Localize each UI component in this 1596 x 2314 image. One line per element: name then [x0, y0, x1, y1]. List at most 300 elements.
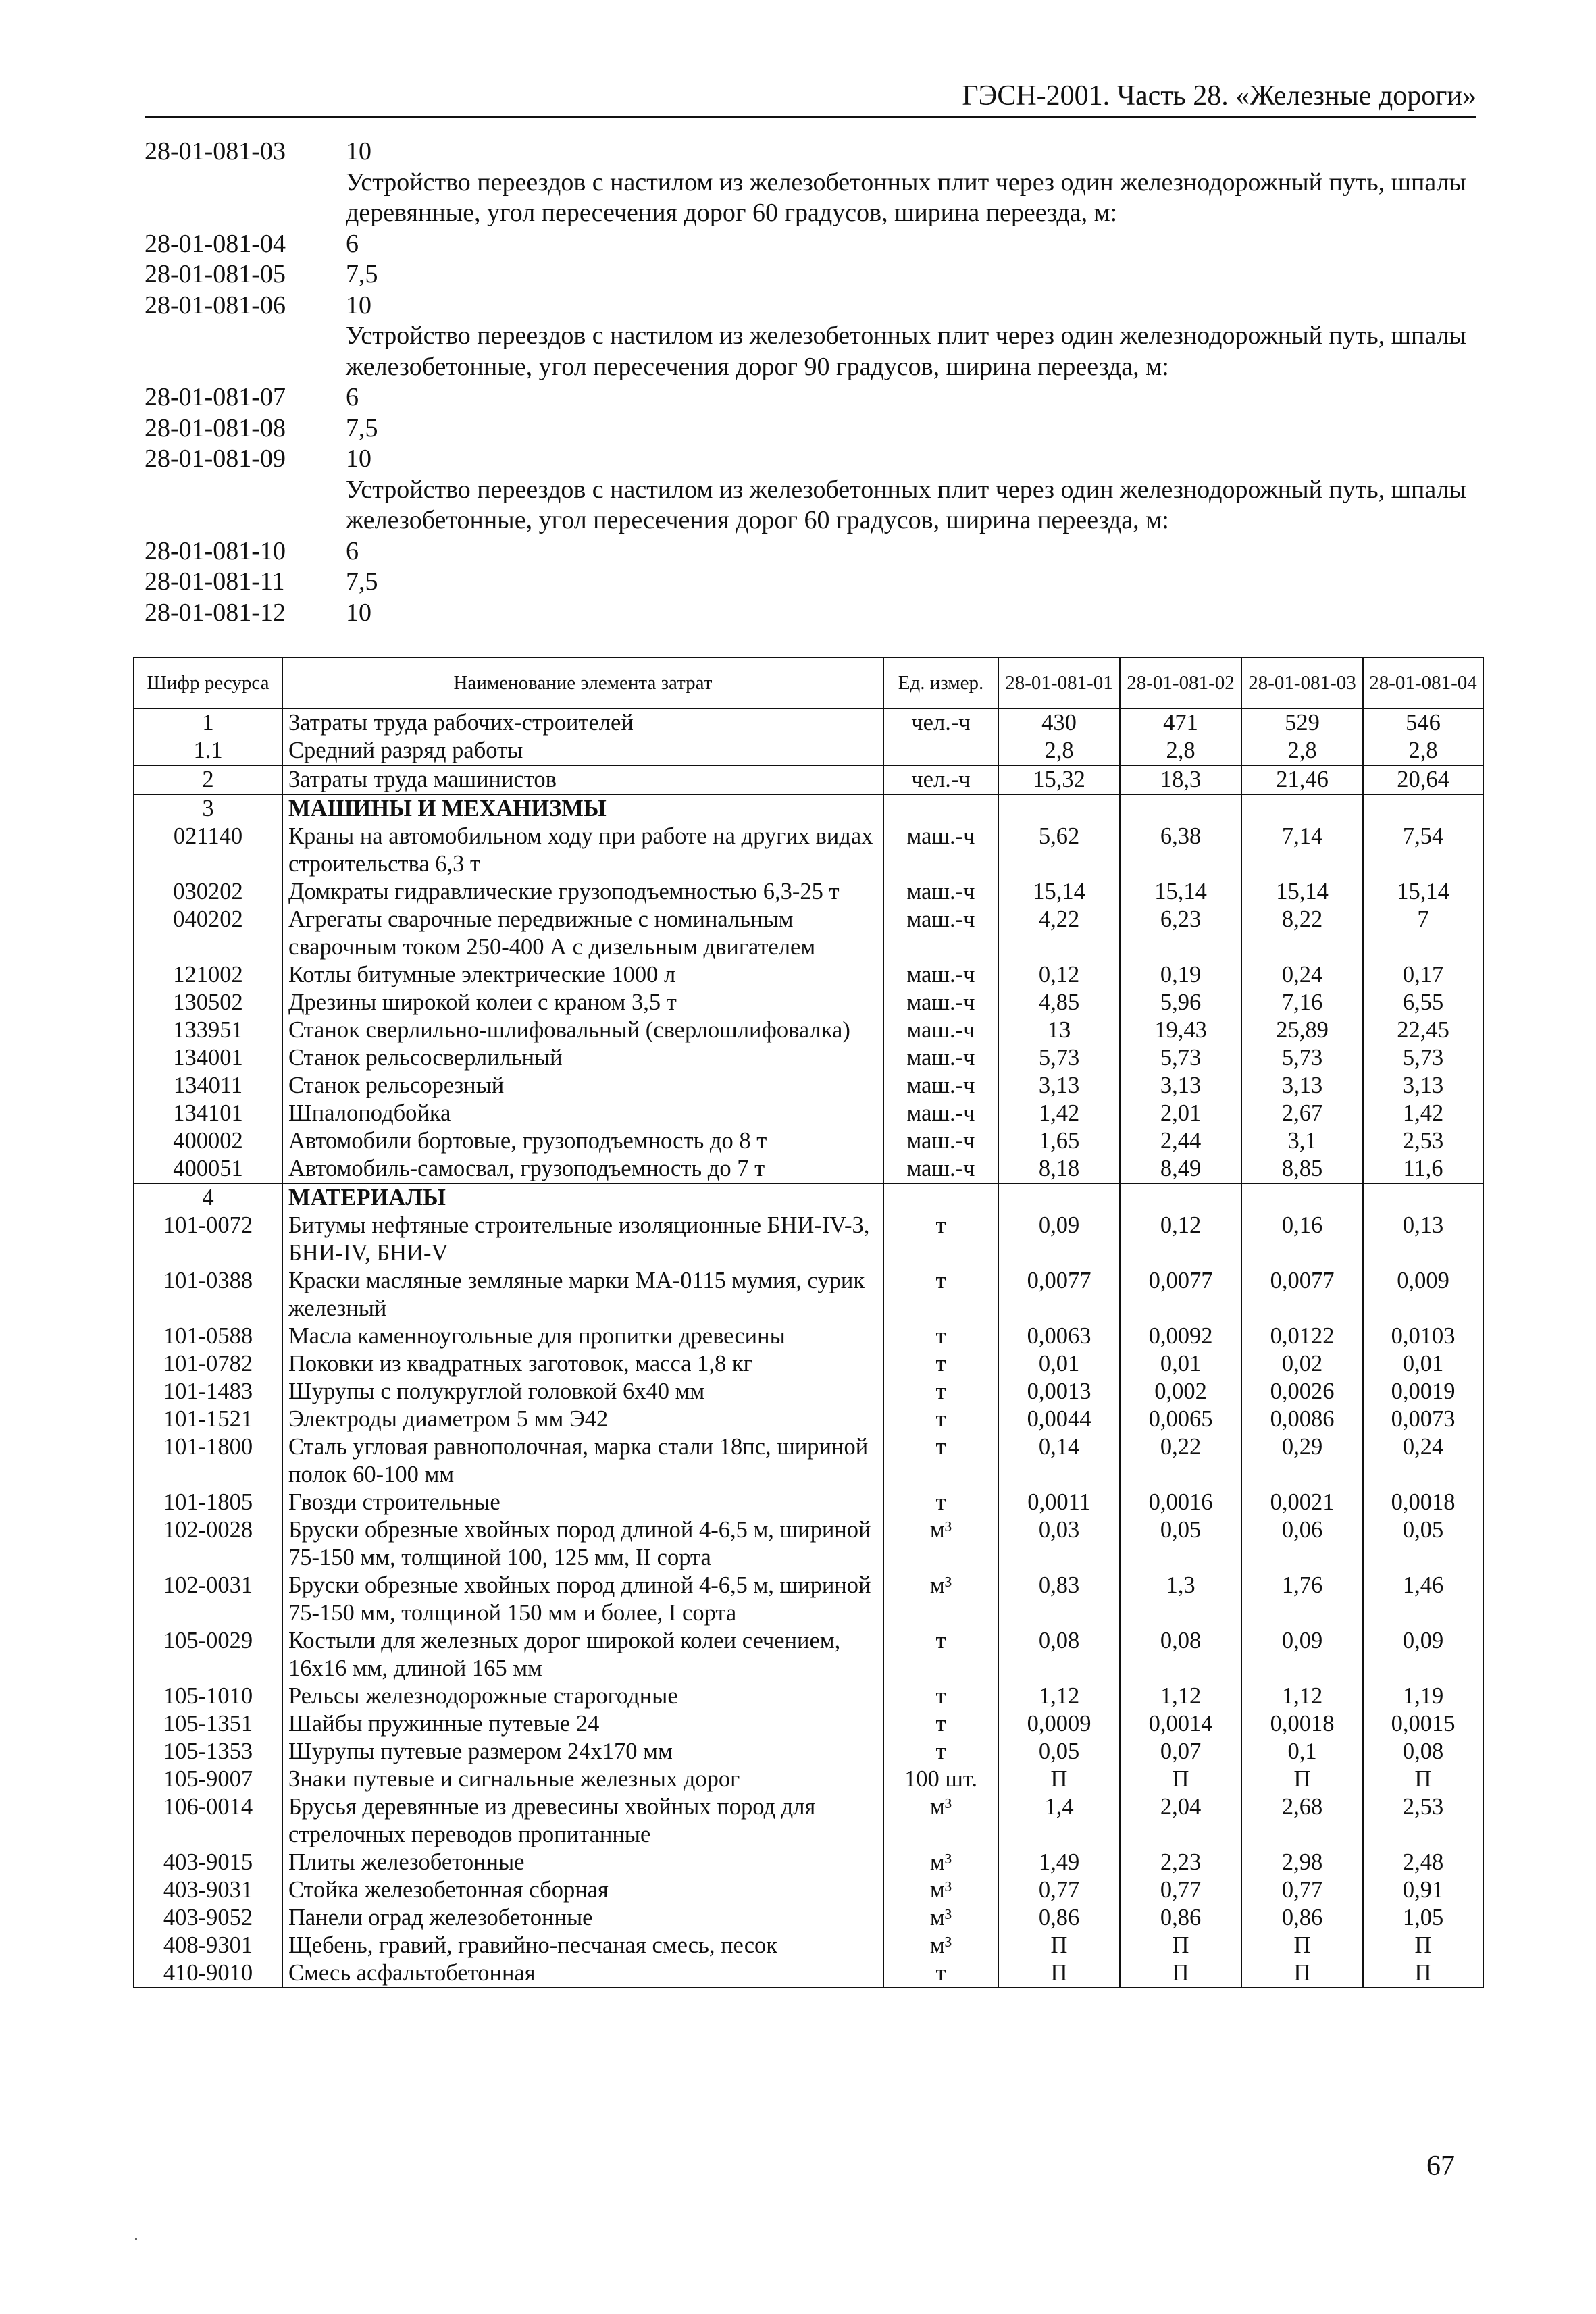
cell-name: Знаки путевые и сигнальные железных дорог: [282, 1766, 883, 1793]
table-row: [134, 794, 1483, 823]
cell-value: 18,3: [1120, 765, 1241, 794]
intro-row: [145, 136, 1476, 168]
cell-value: 0,86: [1241, 1904, 1363, 1932]
cell-value: 2,68: [1241, 1793, 1363, 1849]
cell-code: 105-1351: [134, 1710, 282, 1738]
cell-unit: м³: [883, 1572, 998, 1627]
intro-value: 10: [346, 290, 371, 319]
cell-value: 0,02: [1241, 1350, 1363, 1378]
cell-value: 0,01: [1363, 1350, 1483, 1378]
intro-row: [145, 413, 1476, 444]
cell-code: 134011: [134, 1072, 282, 1100]
cell-value: 0,0065: [1120, 1406, 1241, 1433]
intro-value: 7,5: [346, 413, 378, 442]
cell-value: 0,09: [998, 1212, 1120, 1267]
cell-value: 0,002: [1120, 1378, 1241, 1406]
cell-value: 0,0009: [998, 1710, 1120, 1738]
intro-description: Устройство переездов с настилом из железобетонных плит через один железнодорожный путь, шпалы железобетонные, угол пересечения дорог 90 градусов, ширина переезда, м:: [346, 322, 1467, 381]
cell-value: 8,85: [1241, 1155, 1363, 1183]
intro-code: 28-01-081-08: [145, 413, 286, 442]
cell-name: Электроды диаметром 5 мм Э42: [282, 1406, 883, 1433]
cell-code: 021140: [134, 823, 282, 878]
cell-value: 529: [1241, 709, 1363, 737]
cell-unit: м³: [883, 1876, 998, 1904]
cell-value: [1241, 1183, 1363, 1212]
cell-unit: [883, 737, 998, 765]
cell-name: Котлы битумные электрические 1000 л: [282, 961, 883, 989]
cell-value: П: [1120, 1766, 1241, 1793]
cell-value: 0,09: [1363, 1627, 1483, 1682]
cell-value: 21,46: [1241, 765, 1363, 794]
cell-value: 1,4: [998, 1793, 1120, 1849]
cell-value: 1,46: [1363, 1572, 1483, 1627]
cell-value: 2,53: [1363, 1793, 1483, 1849]
cell-value: 2,04: [1120, 1793, 1241, 1849]
cell-value: 15,14: [1241, 878, 1363, 906]
cell-code: 403-9031: [134, 1876, 282, 1904]
cell-value: П: [1363, 1959, 1483, 1988]
cell-value: 0,0103: [1363, 1322, 1483, 1350]
header-name: Наименование элемента затрат: [282, 657, 883, 709]
cell-name: Плиты железобетонные: [282, 1849, 883, 1876]
cell-value: [998, 794, 1120, 823]
table-row: [134, 1017, 1483, 1044]
cell-value: 15,32: [998, 765, 1120, 794]
intro-code: 28-01-081-03: [145, 137, 286, 165]
cell-value: П: [1120, 1959, 1241, 1988]
cell-unit: т: [883, 1627, 998, 1682]
cell-unit: маш.-ч: [883, 1017, 998, 1044]
cell-unit: т: [883, 1350, 998, 1378]
cell-value: 15,14: [1363, 878, 1483, 906]
cell-unit: маш.-ч: [883, 906, 998, 961]
cell-value: 3,13: [998, 1072, 1120, 1100]
cell-value: 0,06: [1241, 1516, 1363, 1572]
cell-unit: т: [883, 1378, 998, 1406]
cell-value: 0,83: [998, 1572, 1120, 1627]
cell-code: 105-1010: [134, 1682, 282, 1710]
cell-value: 4,85: [998, 989, 1120, 1017]
cell-name: МАШИНЫ И МЕХАНИЗМЫ: [282, 794, 883, 823]
cell-unit: чел.-ч: [883, 765, 998, 794]
cell-value: П: [1241, 1766, 1363, 1793]
cell-value: 0,1: [1241, 1738, 1363, 1766]
cell-value: [1241, 794, 1363, 823]
cell-value: П: [1241, 1932, 1363, 1959]
header-unit: Ед. измер.: [883, 657, 998, 709]
cell-value: 0,05: [1120, 1516, 1241, 1572]
intro-code: 28-01-081-05: [145, 260, 286, 288]
cell-value: 4,22: [998, 906, 1120, 961]
cell-value: 0,08: [1363, 1738, 1483, 1766]
cell-code: 101-1521: [134, 1406, 282, 1433]
cell-name: Станок рельсорезный: [282, 1072, 883, 1100]
cell-name: Костыли для железных дорог широкой колеи сечением, 16х16 мм, длиной 165 мм: [282, 1627, 883, 1682]
cell-code: 2: [134, 765, 282, 794]
cell-value: 25,89: [1241, 1017, 1363, 1044]
cell-unit: т: [883, 1212, 998, 1267]
table-row: [134, 1322, 1483, 1350]
cell-value: 0,01: [998, 1350, 1120, 1378]
cell-name: Бруски обрезные хвойных пород длиной 4-6,5 м, шириной 75-150 мм, толщиной 100, 125 мм, II сорта: [282, 1516, 883, 1572]
cell-value: 7,14: [1241, 823, 1363, 878]
table-row: [134, 1100, 1483, 1127]
cell-value: 0,17: [1363, 961, 1483, 989]
table-row: [134, 1044, 1483, 1072]
table-row: [134, 1350, 1483, 1378]
table-row: [134, 1793, 1483, 1849]
table-row: [134, 1072, 1483, 1100]
intro-value: 10: [346, 598, 371, 627]
cell-value: П: [998, 1766, 1120, 1793]
cell-name: Шурупы путевые размером 24х170 мм: [282, 1738, 883, 1766]
cell-unit: т: [883, 1433, 998, 1489]
table-row: [134, 709, 1483, 737]
cell-value: 3,13: [1120, 1072, 1241, 1100]
cell-unit: маш.-ч: [883, 1044, 998, 1072]
intro-value: 6: [346, 229, 359, 258]
cell-code: 134101: [134, 1100, 282, 1127]
intro-code: 28-01-081-09: [145, 444, 286, 473]
cell-unit: т: [883, 1738, 998, 1766]
intro-code: 28-01-081-11: [145, 567, 285, 596]
cell-value: 1,19: [1363, 1682, 1483, 1710]
intro-value: 7,5: [346, 260, 378, 288]
cell-value: 1,49: [998, 1849, 1120, 1876]
cell-value: П: [998, 1932, 1120, 1959]
cell-name: Станок рельсосверлильный: [282, 1044, 883, 1072]
cell-value: 0,24: [1241, 961, 1363, 989]
cell-name: Шпалоподбойка: [282, 1100, 883, 1127]
cell-value: 2,48: [1363, 1849, 1483, 1876]
cell-value: 0,0019: [1363, 1378, 1483, 1406]
table-row: [134, 1959, 1483, 1988]
cell-value: 430: [998, 709, 1120, 737]
cell-name: Сталь угловая равнополочная, марка стали 18пс, шириной полок 60-100 мм: [282, 1433, 883, 1489]
cell-value: 0,08: [1120, 1627, 1241, 1682]
cell-value: 0,05: [1363, 1516, 1483, 1572]
cell-value: 1,76: [1241, 1572, 1363, 1627]
cell-value: 5,73: [1120, 1044, 1241, 1072]
cell-value: 0,16: [1241, 1212, 1363, 1267]
page-number: 67: [1426, 2151, 1455, 2182]
cell-name: Шайбы пружинные путевые 24: [282, 1710, 883, 1738]
cell-unit: т: [883, 1267, 998, 1322]
cell-name: Стойка железобетонная сборная: [282, 1876, 883, 1904]
cell-value: 0,09: [1241, 1627, 1363, 1682]
cell-name: Масла каменноугольные для пропитки древесины: [282, 1322, 883, 1350]
intro-value: 10: [346, 137, 371, 165]
cell-name: Средний разряд работы: [282, 737, 883, 765]
intro-row: [145, 229, 1476, 260]
cell-unit: маш.-ч: [883, 989, 998, 1017]
cell-code: 102-0031: [134, 1572, 282, 1627]
cell-value: 5,96: [1120, 989, 1241, 1017]
cell-unit: м³: [883, 1932, 998, 1959]
cell-code: 410-9010: [134, 1959, 282, 1988]
cell-value: 15,14: [1120, 878, 1241, 906]
cell-code: 3: [134, 794, 282, 823]
cell-value: П: [1363, 1932, 1483, 1959]
cell-value: 2,44: [1120, 1127, 1241, 1155]
cell-unit: чел.-ч: [883, 709, 998, 737]
cell-value: 1,12: [998, 1682, 1120, 1710]
cell-value: 0,19: [1120, 961, 1241, 989]
cell-name: Автомобиль-самосвал, грузоподъемность до 7 т: [282, 1155, 883, 1183]
cell-name: Шурупы с полукруглой головкой 6х40 мм: [282, 1378, 883, 1406]
cell-value: 0,22: [1120, 1433, 1241, 1489]
table-row: [134, 989, 1483, 1017]
cell-name: Поковки из квадратных заготовок, масса 1,8 кг: [282, 1350, 883, 1378]
table-row: [134, 1267, 1483, 1322]
cell-value: 20,64: [1363, 765, 1483, 794]
cell-value: 0,0018: [1241, 1710, 1363, 1738]
cell-code: 403-9052: [134, 1904, 282, 1932]
cell-value: 0,77: [1120, 1876, 1241, 1904]
page-header-title: ГЭСН-2001. Часть 28. «Железные дороги»: [962, 80, 1476, 111]
cell-value: 8,49: [1120, 1155, 1241, 1183]
cell-value: 11,6: [1363, 1155, 1483, 1183]
cell-value: 0,05: [998, 1738, 1120, 1766]
intro-code: 28-01-081-10: [145, 536, 286, 565]
cell-value: 0,77: [998, 1876, 1120, 1904]
cell-value: 0,86: [1120, 1904, 1241, 1932]
cell-value: 22,45: [1363, 1017, 1483, 1044]
cell-code: 1.1: [134, 737, 282, 765]
intro-row: [145, 567, 1476, 598]
cell-name: Брусья деревянные из древесины хвойных пород для стрелочных переводов пропитанные: [282, 1793, 883, 1849]
intro-value: 6: [346, 383, 359, 411]
header-col-1: 28-01-081-01: [998, 657, 1120, 709]
cell-unit: маш.-ч: [883, 961, 998, 989]
cell-value: 0,13: [1363, 1212, 1483, 1267]
intro-row: [145, 259, 1476, 290]
cell-value: 0,14: [998, 1433, 1120, 1489]
table-row: [134, 1904, 1483, 1932]
intro-row: [145, 536, 1476, 567]
cell-name: Станок сверлильно-шлифовальный (сверлошлифовалка): [282, 1017, 883, 1044]
table-row: [134, 1155, 1483, 1183]
cell-value: 3,1: [1241, 1127, 1363, 1155]
cell-name: Рельсы железнодорожные старогодные: [282, 1682, 883, 1710]
cell-value: [1363, 794, 1483, 823]
cell-code: 102-0028: [134, 1516, 282, 1572]
cell-name: Бруски обрезные хвойных пород длиной 4-6,5 м, шириной 75-150 мм, толщиной 150 мм и более, I сорта: [282, 1572, 883, 1627]
intro-section: [145, 136, 1476, 628]
table-row: [134, 1516, 1483, 1572]
cell-value: 0,24: [1363, 1433, 1483, 1489]
cell-code: 105-1353: [134, 1738, 282, 1766]
cell-unit: т: [883, 1322, 998, 1350]
intro-row: [145, 444, 1476, 475]
intro-row: [145, 598, 1476, 629]
cell-value: 8,18: [998, 1155, 1120, 1183]
table-row: [134, 878, 1483, 906]
intro-description: Устройство переездов с настилом из железобетонных плит через один железнодорожный путь, шпалы железобетонные, угол пересечения дорог 60 градусов, ширина переезда, м:: [346, 475, 1467, 534]
intro-description: Устройство переездов с настилом из железобетонных плит через один железнодорожный путь, шпалы деревянные, угол пересечения дорог 60 градусов, ширина переезда, м:: [346, 168, 1467, 227]
table-row: [134, 1932, 1483, 1959]
cell-value: П: [1241, 1959, 1363, 1988]
cell-value: 0,01: [1120, 1350, 1241, 1378]
cell-code: 101-0072: [134, 1212, 282, 1267]
cell-value: 6,55: [1363, 989, 1483, 1017]
cell-value: 0,0016: [1120, 1489, 1241, 1516]
cell-value: 0,03: [998, 1516, 1120, 1572]
cell-code: 403-9015: [134, 1849, 282, 1876]
cell-value: П: [1120, 1932, 1241, 1959]
cell-value: 1,12: [1120, 1682, 1241, 1710]
cell-value: 5,73: [998, 1044, 1120, 1072]
cell-code: 105-9007: [134, 1766, 282, 1793]
cell-value: 0,0122: [1241, 1322, 1363, 1350]
cell-name: Дрезины широкой колеи с краном 3,5 т: [282, 989, 883, 1017]
cell-unit: м³: [883, 1793, 998, 1849]
cell-value: [1120, 794, 1241, 823]
cell-value: 19,43: [1120, 1017, 1241, 1044]
cell-value: 0,12: [998, 961, 1120, 989]
cell-value: 2,8: [998, 737, 1120, 765]
intro-code: 28-01-081-06: [145, 290, 286, 319]
table-row: [134, 1738, 1483, 1766]
cell-value: 0,0086: [1241, 1406, 1363, 1433]
cell-name: Краски масляные земляные марки МА-0115 мумия, сурик железный: [282, 1267, 883, 1322]
cell-code: 106-0014: [134, 1793, 282, 1849]
cell-value: 1,3: [1120, 1572, 1241, 1627]
cell-value: 0,77: [1241, 1876, 1363, 1904]
cell-unit: маш.-ч: [883, 1155, 998, 1183]
cell-value: 0,0077: [1120, 1267, 1241, 1322]
cell-value: 0,0077: [1241, 1267, 1363, 1322]
cell-unit: маш.-ч: [883, 1100, 998, 1127]
table-row: [134, 1627, 1483, 1682]
cell-value: 0,91: [1363, 1876, 1483, 1904]
intro-code: 28-01-081-12: [145, 598, 286, 627]
table-row: [134, 1766, 1483, 1793]
table-row: [134, 823, 1483, 878]
cell-value: 1,65: [998, 1127, 1120, 1155]
cell-unit: маш.-ч: [883, 823, 998, 878]
table-row: [134, 1849, 1483, 1876]
cell-name: Панели оград железобетонные: [282, 1904, 883, 1932]
scan-speck: [135, 2238, 137, 2240]
table-row: [134, 961, 1483, 989]
cell-value: 0,08: [998, 1627, 1120, 1682]
cell-value: 546: [1363, 709, 1483, 737]
table-row: [134, 1212, 1483, 1267]
cell-value: 1,05: [1363, 1904, 1483, 1932]
intro-row: [145, 290, 1476, 322]
cell-value: П: [1363, 1766, 1483, 1793]
cell-value: 0,0063: [998, 1322, 1120, 1350]
table-row: [134, 1682, 1483, 1710]
cell-unit: маш.-ч: [883, 1127, 998, 1155]
cell-value: [1363, 1183, 1483, 1212]
intro-row: [145, 382, 1476, 413]
header-col-4: 28-01-081-04: [1363, 657, 1483, 709]
cell-unit: м³: [883, 1516, 998, 1572]
cell-value: 3,13: [1363, 1072, 1483, 1100]
table-header-row: [134, 657, 1483, 709]
cell-value: 0,86: [998, 1904, 1120, 1932]
cell-value: 0,0013: [998, 1378, 1120, 1406]
cell-name: Щебень, гравий, гравийно-песчаная смесь, песок: [282, 1932, 883, 1959]
header-code: Шифр ресурса: [134, 657, 282, 709]
cell-value: 8,22: [1241, 906, 1363, 961]
cell-value: 5,73: [1363, 1044, 1483, 1072]
table-row: [134, 737, 1483, 765]
cell-value: 0,0026: [1241, 1378, 1363, 1406]
cell-value: 7: [1363, 906, 1483, 961]
cell-value: 2,53: [1363, 1127, 1483, 1155]
cell-value: 0,0073: [1363, 1406, 1483, 1433]
cell-value: 6,23: [1120, 906, 1241, 961]
cell-value: 0,0044: [998, 1406, 1120, 1433]
table-row: [134, 1183, 1483, 1212]
cell-value: 0,29: [1241, 1433, 1363, 1489]
cell-code: 101-0588: [134, 1322, 282, 1350]
intro-value: 10: [346, 444, 371, 473]
cell-name: Затраты труда машинистов: [282, 765, 883, 794]
cell-code: 101-1805: [134, 1489, 282, 1516]
cell-value: 2,8: [1120, 737, 1241, 765]
cell-value: 5,73: [1241, 1044, 1363, 1072]
cell-value: 2,8: [1363, 737, 1483, 765]
table-row: [134, 1710, 1483, 1738]
cell-code: 105-0029: [134, 1627, 282, 1682]
cell-value: 2,01: [1120, 1100, 1241, 1127]
cell-value: 0,07: [1120, 1738, 1241, 1766]
intro-value: 6: [346, 536, 359, 565]
table-row: [134, 1406, 1483, 1433]
cell-value: 0,0011: [998, 1489, 1120, 1516]
cell-code: 400051: [134, 1155, 282, 1183]
cell-unit: т: [883, 1489, 998, 1516]
cell-code: 101-1800: [134, 1433, 282, 1489]
intro-code: 28-01-081-04: [145, 229, 286, 258]
cell-name: Затраты труда рабочих-строителей: [282, 709, 883, 737]
cell-code: 040202: [134, 906, 282, 961]
table-row: [134, 765, 1483, 794]
cell-code: 133951: [134, 1017, 282, 1044]
cell-value: 7,16: [1241, 989, 1363, 1017]
table-row: [134, 1378, 1483, 1406]
cell-unit: [883, 794, 998, 823]
table-row: [134, 1433, 1483, 1489]
cell-unit: т: [883, 1959, 998, 1988]
cell-name: Автомобили бортовые, грузоподъемность до 8 т: [282, 1127, 883, 1155]
cell-value: 0,0077: [998, 1267, 1120, 1322]
cell-code: 134001: [134, 1044, 282, 1072]
resources-table: [133, 657, 1484, 1988]
cell-unit: т: [883, 1682, 998, 1710]
cell-unit: м³: [883, 1849, 998, 1876]
cell-code: 101-1483: [134, 1378, 282, 1406]
cell-name: МАТЕРИАЛЫ: [282, 1183, 883, 1212]
header-col-2: 28-01-081-02: [1120, 657, 1241, 709]
cell-value: 0,0092: [1120, 1322, 1241, 1350]
cell-value: 0,0021: [1241, 1489, 1363, 1516]
cell-name: Краны на автомобильном ходу при работе на других видах строительства 6,3 т: [282, 823, 883, 878]
cell-value: 13: [998, 1017, 1120, 1044]
cell-code: 101-0782: [134, 1350, 282, 1378]
cell-value: 0,0015: [1363, 1710, 1483, 1738]
cell-value: [998, 1183, 1120, 1212]
cell-code: 030202: [134, 878, 282, 906]
cell-unit: м³: [883, 1904, 998, 1932]
cell-name: Битумы нефтяные строительные изоляционные БНИ-IV-3, БНИ-IV, БНИ-V: [282, 1212, 883, 1267]
table-row: [134, 1127, 1483, 1155]
cell-code: 408-9301: [134, 1932, 282, 1959]
